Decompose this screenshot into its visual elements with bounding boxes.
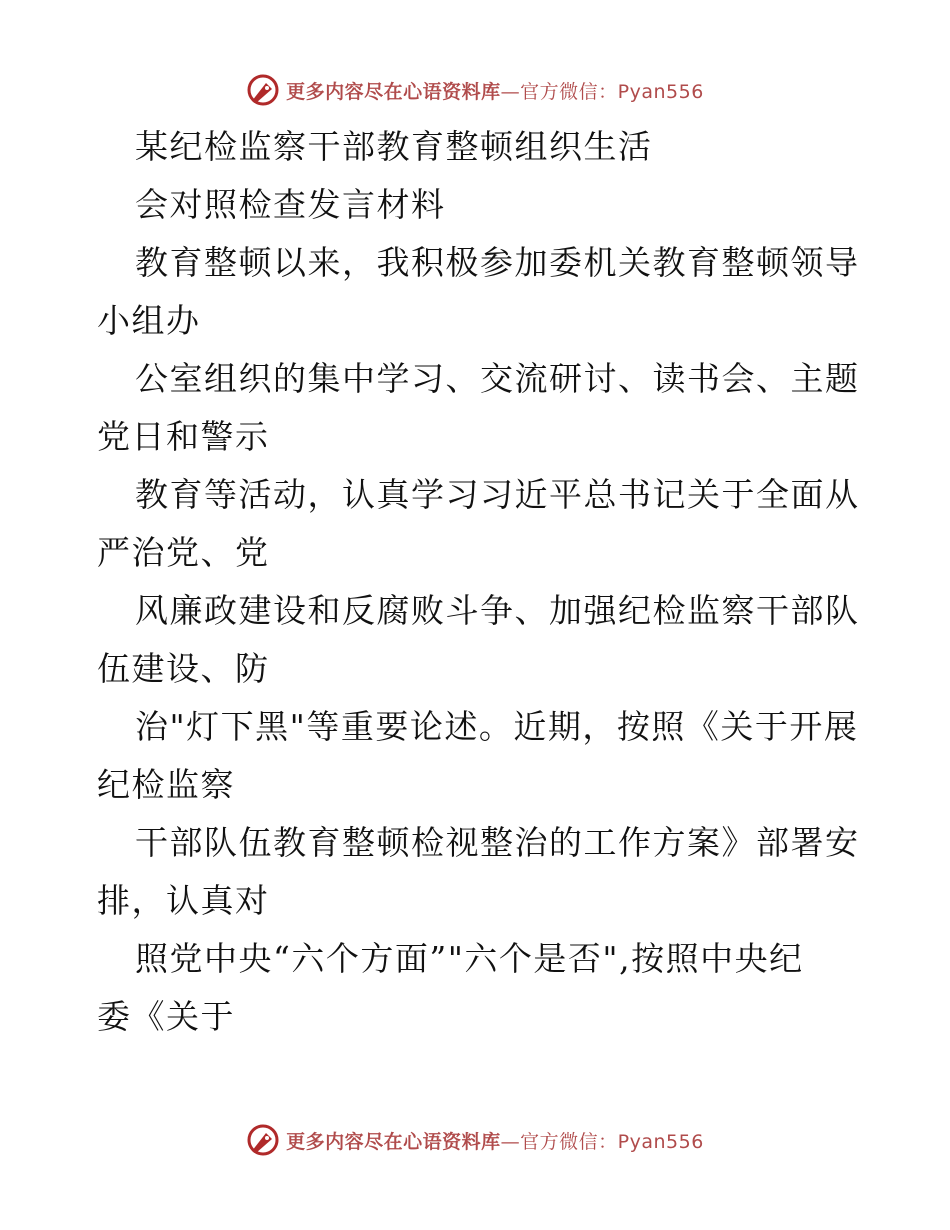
paragraph-line: 治"灯下黑"等重要论述。近期，按照《关于开展: [135, 707, 859, 746]
banner-site: 更多内容尽在心语资料库: [286, 80, 501, 103]
banner-text: [286, 1127, 704, 1154]
pen-nib-logo-icon: [246, 73, 280, 107]
paragraph-line: 纪检监察: [97, 765, 235, 804]
banner-wechat: 官方微信：Pyan556: [520, 1130, 704, 1153]
paragraph-line: 小组办: [97, 301, 201, 340]
pen-nib-logo-icon: [246, 1123, 280, 1157]
document-body: [97, 118, 860, 1046]
banner-separator: —: [500, 80, 521, 103]
banner-text: [286, 77, 704, 104]
paragraph-line: 干部队伍教育整顿检视整治的工作方案》部署安: [135, 823, 860, 862]
paragraph-line: 委《关于: [97, 997, 235, 1036]
header-banner: [0, 70, 950, 110]
paragraph-line: 严治党、党: [97, 533, 270, 572]
paragraph-line: 伍建设、防: [97, 649, 270, 688]
paragraph-line: 教育等活动，认真学习习近平总书记关于全面从: [135, 475, 860, 514]
paragraph-line: 党日和警示: [97, 417, 270, 456]
paragraph-line: 排，认真对: [97, 881, 270, 920]
paragraph-line: 风廉政建设和反腐败斗争、加强纪检监察干部队: [135, 591, 860, 630]
banner-separator: —: [500, 1130, 521, 1153]
banner-wechat: 官方微信：Pyan556: [520, 80, 704, 103]
title-line: 某纪检监察干部教育整顿组织生活: [135, 127, 653, 166]
banner-site: 更多内容尽在心语资料库: [286, 1130, 501, 1153]
title-line: 会对照检查发言材料: [135, 185, 446, 224]
footer-banner: [0, 1120, 950, 1160]
paragraph-line: 照党中央“六个方面”"六个是否",按照中央纪: [135, 939, 804, 978]
paragraph-line: 公室组织的集中学习、交流研讨、读书会、主题: [135, 359, 860, 398]
paragraph-line: 教育整顿以来，我积极参加委机关教育整顿领导: [135, 243, 860, 282]
